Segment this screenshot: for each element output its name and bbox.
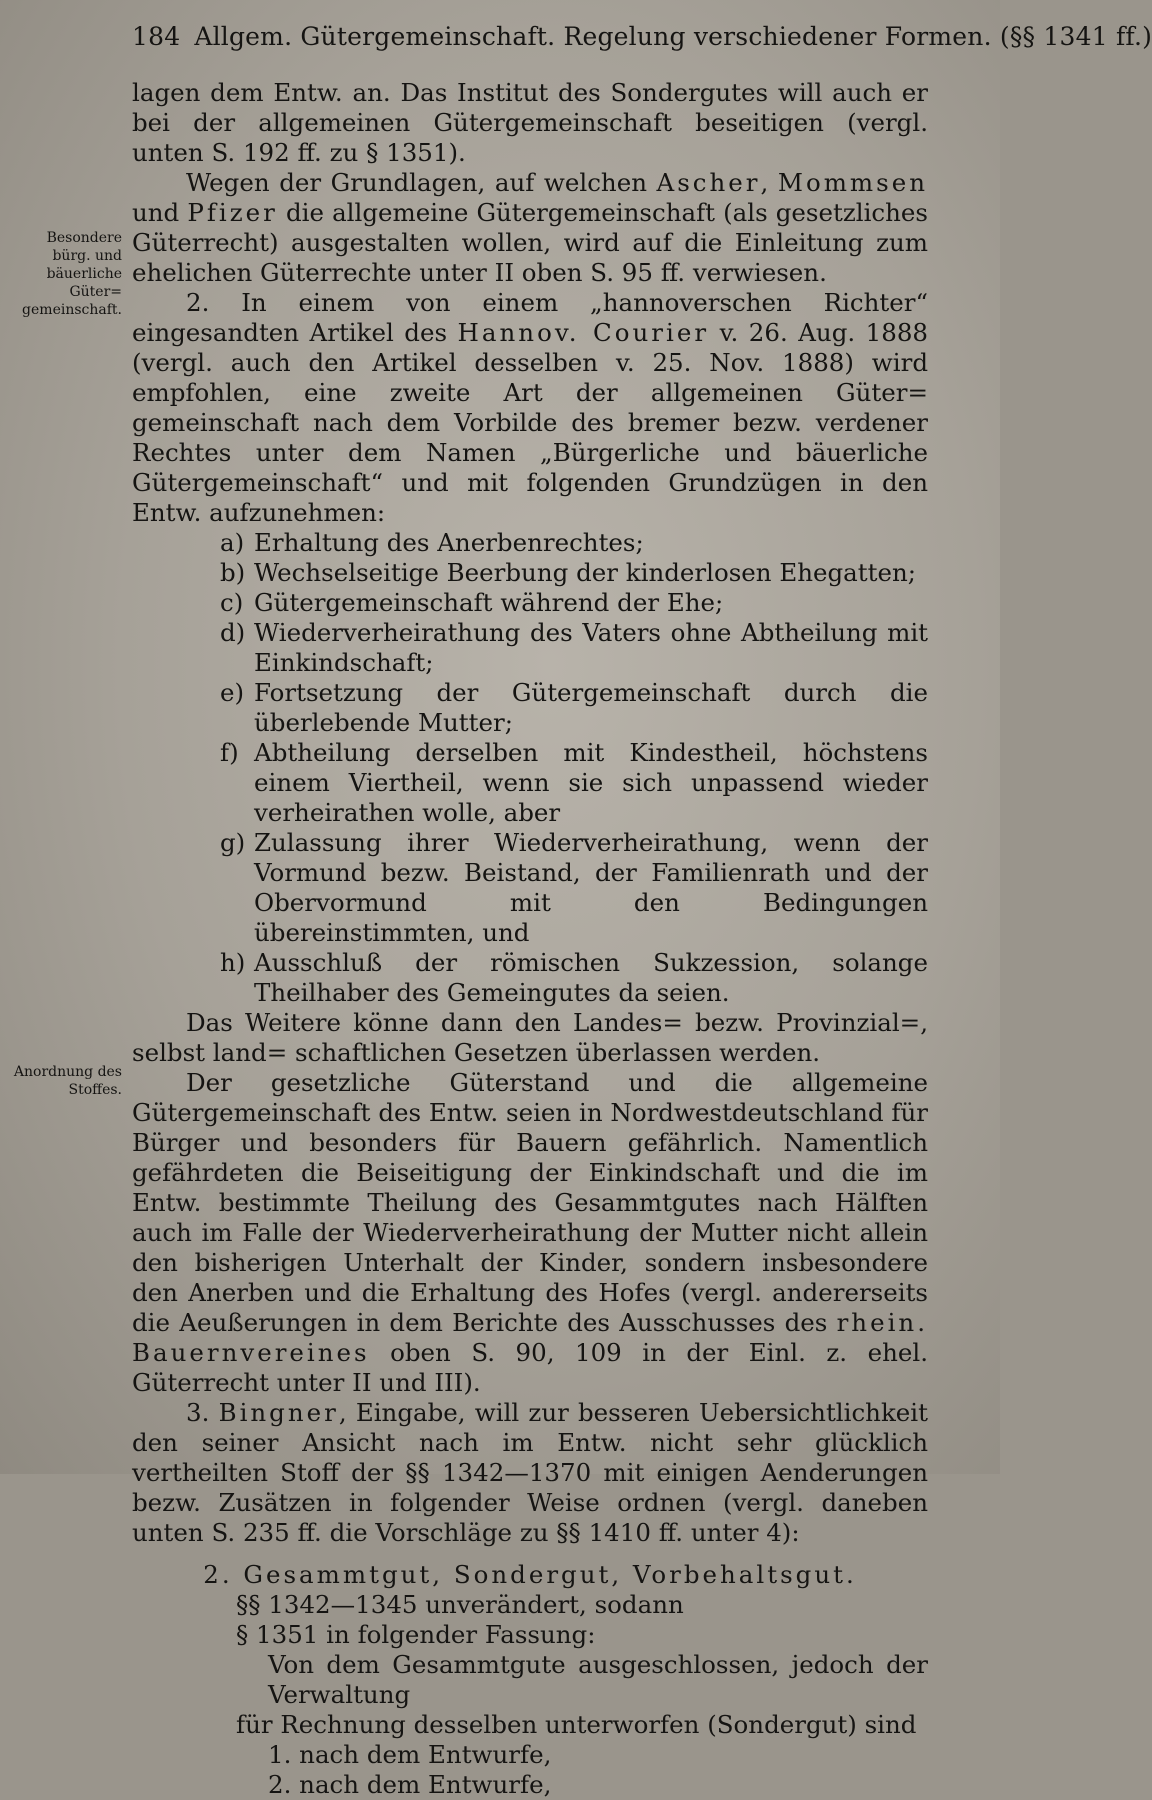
association-name: rhein. Bauernvereines bbox=[132, 1308, 928, 1367]
name-mommsen: Mommsen bbox=[777, 168, 929, 197]
list-item: h) Ausschluß der römischen Sukzession, solange Theilhaber des Gemeingutes da seien. bbox=[220, 948, 928, 1007]
running-title: Allgem. Gütergemeinschaft. Regelung verschiedener Formen. (§§ 1341 ff.) bbox=[194, 22, 1152, 51]
list-item: d) Wiederverheirathung des Vaters ohne Abtheilung mit Einkindschaft; bbox=[220, 618, 928, 677]
paragraph-2: Wegen der Grundlagen, auf welchen Ascher, Mommsen und Pfizer die allgemeine Gütergemeinschaft (als gesetzliches Güterrecht) ausgestalten wollen, wird auf die Einleitung zum ehelichen Güterrechte unter II oben S. 95 ff. verwiesen. bbox=[132, 168, 929, 287]
list-item: f) Abtheilung derselben mit Kindestheil, höchstens einem Viertheil, wenn sie sich unpassend wieder verheirathen wolle, aber bbox=[220, 738, 928, 827]
list-item: g) Zulassung ihrer Wiederverheirathung, wenn der Vormund bezw. Beistand, der Familienrath und der Obervormund mit den Bedingungen übereinstimmten, und bbox=[220, 828, 928, 947]
body-text bbox=[132, 78, 928, 1800]
paragraph-6: 3. Bingner, Eingabe, will zur besseren Uebersichtlichkeit den seiner Ansicht nach im Entw. nicht sehr glücklich vertheilten Stoff der §§ 1342—1370 mit einigen Aenderungen bezw. Zusätzen in folgender Weise ordnen (vergl. daneben unten S. 235 ff. die Vorschläge zu §§ 1410 ff. unter 4): bbox=[132, 1398, 928, 1547]
section-line-3: Von dem Gesammtgute ausgeschlossen, jedoch der Verwaltung bbox=[268, 1650, 928, 1709]
margin-note-besondere: Besondere bürg. und bäuerliche Güter= gemeinschaft. bbox=[22, 230, 122, 318]
paragraph-1: lagen dem Entw. an. Das Institut des Sondergutes will auch er bei der allgemeinen Gütergemeinschaft beseitigen (vergl. unten S. 192 ff. zu § 1351). bbox=[132, 78, 928, 167]
section-heading: 2. Gesammtgut, Sondergut, Vorbehaltsgut. bbox=[203, 1560, 857, 1589]
name-pfizer: Pfizer bbox=[187, 198, 278, 227]
section-line-4: für Rechnung desselben unterworfen (Sondergut) sind bbox=[236, 1710, 917, 1739]
paragraph-5: Der gesetzliche Güterstand und die allgemeine Gütergemeinschaft des Entw. seien in Nordwestdeutschland für Bürger und besonders für Bauern gefährlich. Namentlich gefährdeten die Beiseitigung der Einkindschaft und die im Entw. bestimmte Theilung des Gesammtgutes nach Hälften auch im Falle der Wiederverheirathung der Mutter nicht allein den bisherigen Unterhalt der Kinder, sondern insbesondere den Anerben und die Erhaltung des Hofes (vergl. andererseits die Aeußerungen in dem Berichte des Ausschusses des rhein. Bauernvereines oben S. 90, 109 in der Einl. z. ehel. Güterrecht unter II und III). bbox=[132, 1068, 928, 1397]
name-ascher: Ascher bbox=[656, 168, 761, 197]
paragraph-4: Das Weitere könne dann den Landes= bezw. Provinzial=, selbst land= schaftlichen Gesetzen überlassen werden. bbox=[132, 1008, 928, 1067]
newspaper-name: Hannov. Courier bbox=[457, 318, 710, 347]
paragraph-3: 2. In einem von einem „hannoverschen Richter“ eingesandten Artikel des Hannov. Courier v. 26. Aug. 1888 (vergl. auch den Artikel desselben v. 25. Nov. 1888) wird empfohlen, eine zweite Art der allgemeinen Güter= gemeinschaft nach dem Vorbilde des bremer bezw. verdener Rechtes unter dem Namen „Bürgerliche und bäuerliche Gütergemeinschaft“ und mit folgenden Grundzügen in den Entw. aufzunehmen: bbox=[132, 288, 928, 527]
page-header bbox=[132, 22, 1152, 51]
section-line-2: § 1351 in folgender Fassung: bbox=[236, 1620, 596, 1649]
page-number: 184 bbox=[132, 22, 181, 51]
list-item: a) Erhaltung des Anerbenrechtes; bbox=[220, 528, 644, 557]
list-item: c) Gütergemeinschaft während der Ehe; bbox=[220, 588, 724, 617]
section-item-1: 1. nach dem Entwurfe, bbox=[268, 1740, 552, 1769]
section-line-1: §§ 1342—1345 unverändert, sodann bbox=[236, 1590, 684, 1619]
section-item-2: 2. nach dem Entwurfe, bbox=[268, 1770, 552, 1799]
principles-list bbox=[132, 528, 928, 1008]
list-item: e) Fortsetzung der Gütergemeinschaft durch die überlebende Mutter; bbox=[220, 678, 928, 737]
list-item: b) Wechselseitige Beerbung der kinderlosen Ehegatten; bbox=[220, 558, 917, 587]
name-bingner: Bingner bbox=[218, 1398, 339, 1427]
margin-note-anordnung: Anordnung des Stoffes. bbox=[13, 1064, 122, 1098]
